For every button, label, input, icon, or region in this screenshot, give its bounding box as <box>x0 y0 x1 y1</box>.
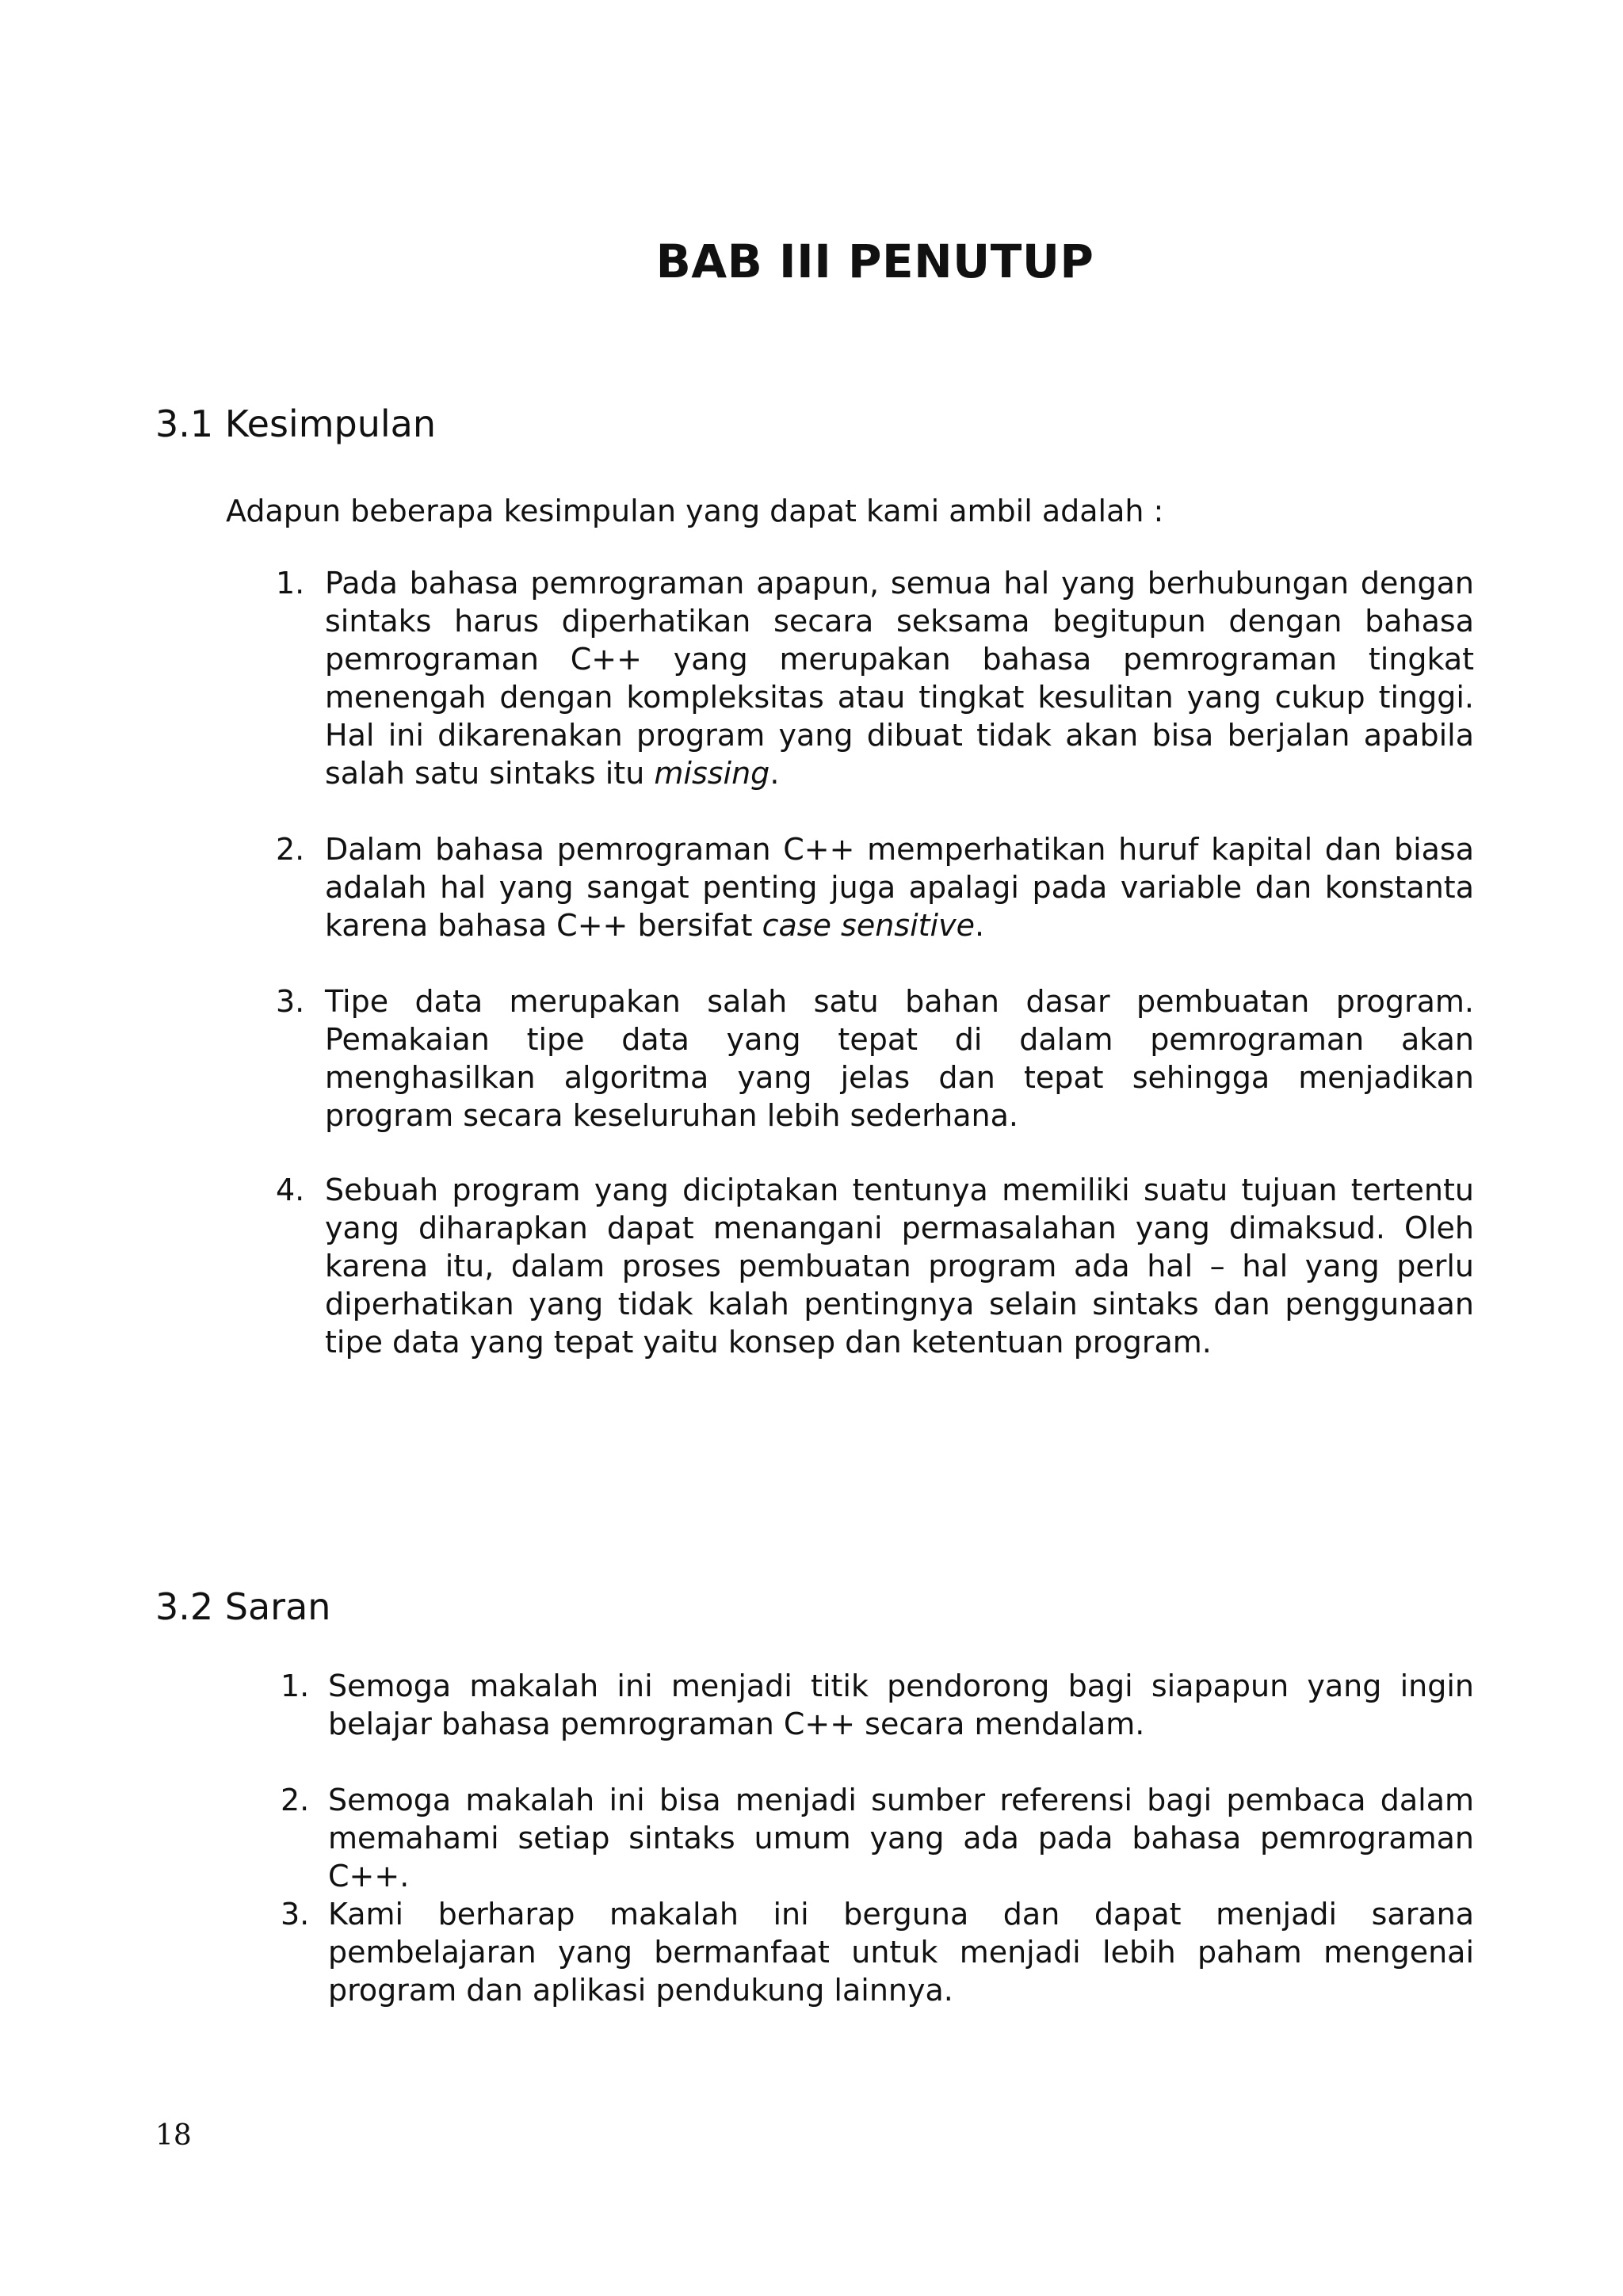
list-item-tail: . <box>974 908 985 943</box>
list-item-text <box>325 830 1474 944</box>
list-item <box>0 1895 1623 2009</box>
list-item-text: Semoga makalah ini menjadi titik pendorong bagi siapapun yang ingin belajar bahasa pemrograman C++ secara mendalam. <box>328 1669 1474 1741</box>
conclusion-list <box>0 564 1623 1361</box>
list-item-text <box>325 564 1474 792</box>
list-item-body: Dalam bahasa pemrograman C++ memperhatikan huruf kapital dan biasa adalah hal yang sangat penting juga apalagi pada variable dan konstanta karena bahasa C++ bersifat <box>325 832 1474 943</box>
list-item-number: 2. <box>276 832 305 867</box>
emphasis-case-sensitive: case sensitive <box>762 908 975 943</box>
list-item-body: Pada bahasa pemrograman apapun, semua hal yang berhubungan dengan sintaks harus diperhatikan secara seksama begitupun dengan bahasa pemrograman C++ yang merupakan bahasa pemrograman tingkat menengah dengan kompleksitas atau tingkat kesulitan yang cukup tinggi. Hal ini dikarenakan program yang dibuat tidak akan bisa berjalan apabila salah satu sintaks itu <box>325 566 1474 791</box>
list-item-number: 3. <box>281 1897 310 1932</box>
conclusion-intro: Adapun beberapa kesimpulan yang dapat kami ambil adalah : <box>226 494 1164 528</box>
list-item-number: 3. <box>276 984 305 1019</box>
list-item-number: 2. <box>281 1783 310 1817</box>
list-item <box>0 830 1623 982</box>
list-item-number: 1. <box>281 1669 310 1703</box>
list-item-text: Sebuah program yang diciptakan tentunya memiliki suatu tujuan tertentu yang diharapkan dapat menangani permasalahan yang dimaksud. Oleh karena itu, dalam proses pembuatan program ada hal – hal yang perlu diperhatikan yang tidak kalah pentingnya selain sintaks dan penggunaan tipe data yang tepat yaitu konsep dan ketentuan program. <box>325 1173 1474 1360</box>
list-item <box>0 982 1623 1171</box>
suggestion-list <box>0 1667 1623 2009</box>
list-item-text: Tipe data merupakan salah satu bahan dasar pembuatan program. Pemakaian tipe data yang tepat di dalam pemrograman akan menghasilkan algoritma yang jelas dan tepat sehingga menjadikan program secara keseluruhan lebih sederhana. <box>325 984 1474 1133</box>
list-item <box>0 1781 1623 1895</box>
list-item <box>0 1171 1623 1361</box>
list-item <box>0 564 1623 830</box>
list-item-text: Kami berharap makalah ini berguna dan dapat menjadi sarana pembelajaran yang bermanfaat untuk menjadi lebih paham mengenai program dan aplikasi pendukung lainnya. <box>328 1897 1474 2008</box>
list-item <box>0 1667 1623 1781</box>
section-heading-kesimpulan: 3.1 Kesimpulan <box>155 402 436 445</box>
list-item-tail: . <box>769 756 780 791</box>
chapter-title: BAB III PENUTUP <box>655 235 1094 288</box>
list-item-number: 1. <box>276 566 305 601</box>
list-item-text: Semoga makalah ini bisa menjadi sumber referensi bagi pembaca dalam memahami setiap sintaks umum yang ada pada bahasa pemrograman C++. <box>328 1783 1474 1894</box>
section-heading-saran: 3.2 Saran <box>155 1585 331 1628</box>
page-number: 18 <box>155 2119 192 2152</box>
emphasis-missing: missing <box>654 756 770 791</box>
list-item-number: 4. <box>276 1173 305 1207</box>
